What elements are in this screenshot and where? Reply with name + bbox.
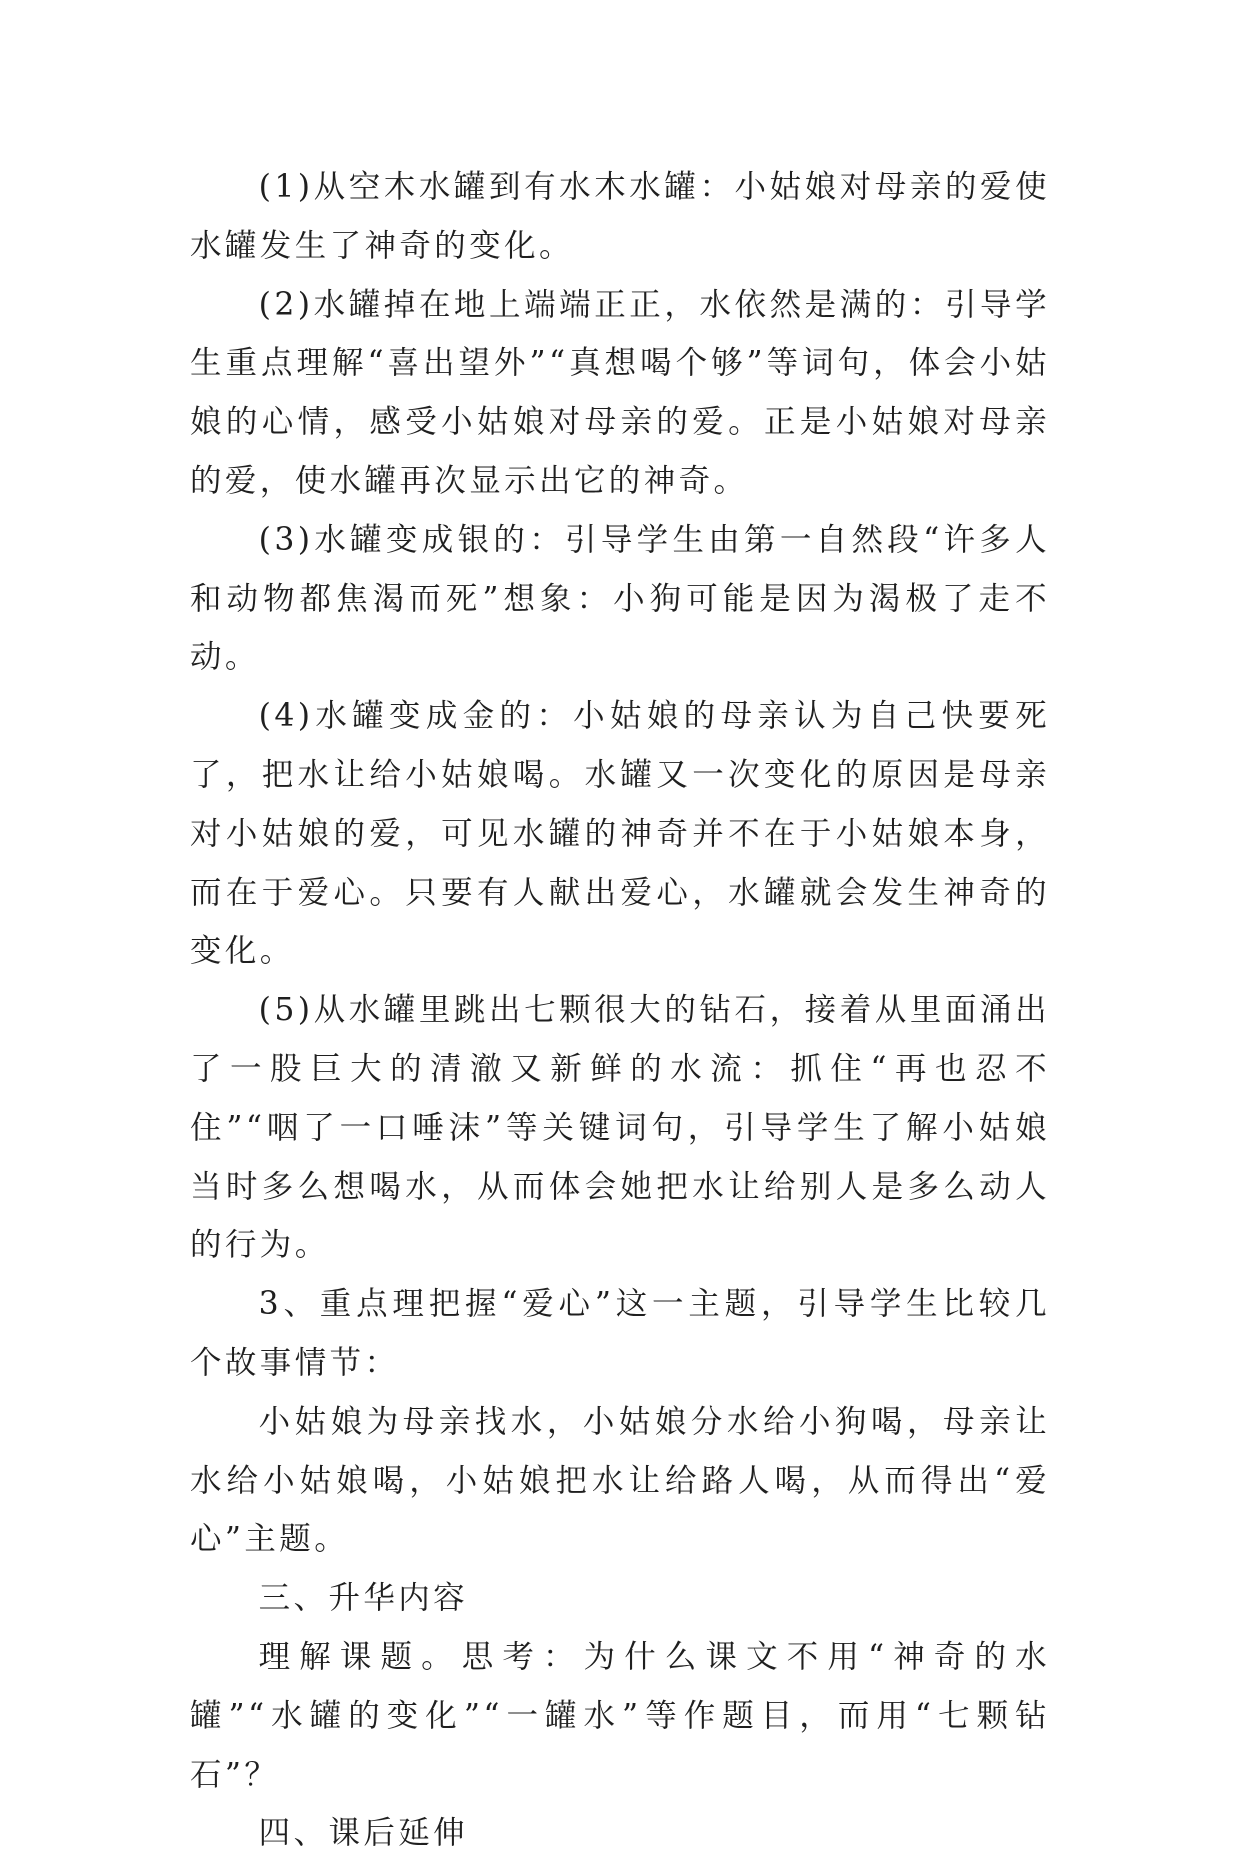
paragraph-theme-point: 3、重点理把握“爱心”这一主题，引导学生比较几个故事情节： [190,1286,1050,1381]
paragraph-step-1: (1)从空木水罐到有水木水罐：小姑娘对母亲的爱使水罐发生了神奇的变化。 [190,169,1050,264]
paragraph-step-3: (3)水罐变成银的：引导学生由第一自然段“许多人和动物都焦渴而死”想象：小狗可能是因为渴极了走不动。 [190,521,1050,676]
paragraph-step-5: (5)从水罐里跳出七颗很大的钻石，接着从里面涌出了一股巨大的清澈又新鲜的水流：抓住“再也忍不住”“咽了一口唾沫”等关键词句，引导学生了解小姑娘当时多么想喝水，从而体会她把水让给别人是多么动人的行为。 [190,992,1050,1264]
section-heading-sublimate: 三、升华内容 [258,1580,469,1617]
paragraph-step-4: (4)水罐变成金的：小姑娘的母亲认为自己快要死了，把水让给小姑娘喝。水罐又一次变化的原因是母亲对小姑娘的爱，可见水罐的神奇并不在于小姑娘本身，而在于爱心。只要有人献出爱心，水罐就会发生神奇的变化。 [190,698,1050,970]
section-heading-extension: 四、课后延伸 [258,1815,469,1852]
document-body [190,158,1050,1863]
paragraph-title-question: 理解课题。思考：为什么课文不用“神奇的水罐”“水罐的变化”“一罐水”等作题目，而用“七颗钻石”？ [190,1638,1050,1793]
paragraph-step-2: (2)水罐掉在地上端端正正，水依然是满的：引导学生重点理解“喜出望外”“真想喝个够”等词句，体会小姑娘的心情，感受小姑娘对母亲的爱。正是小姑娘对母亲的爱，使水罐再次显示出它的神奇。 [190,286,1050,499]
paragraph-story-plots: 小姑娘为母亲找水，小姑娘分水给小狗喝，母亲让水给小姑娘喝，小姑娘把水让给路人喝，从而得出“爱心”主题。 [190,1403,1050,1558]
